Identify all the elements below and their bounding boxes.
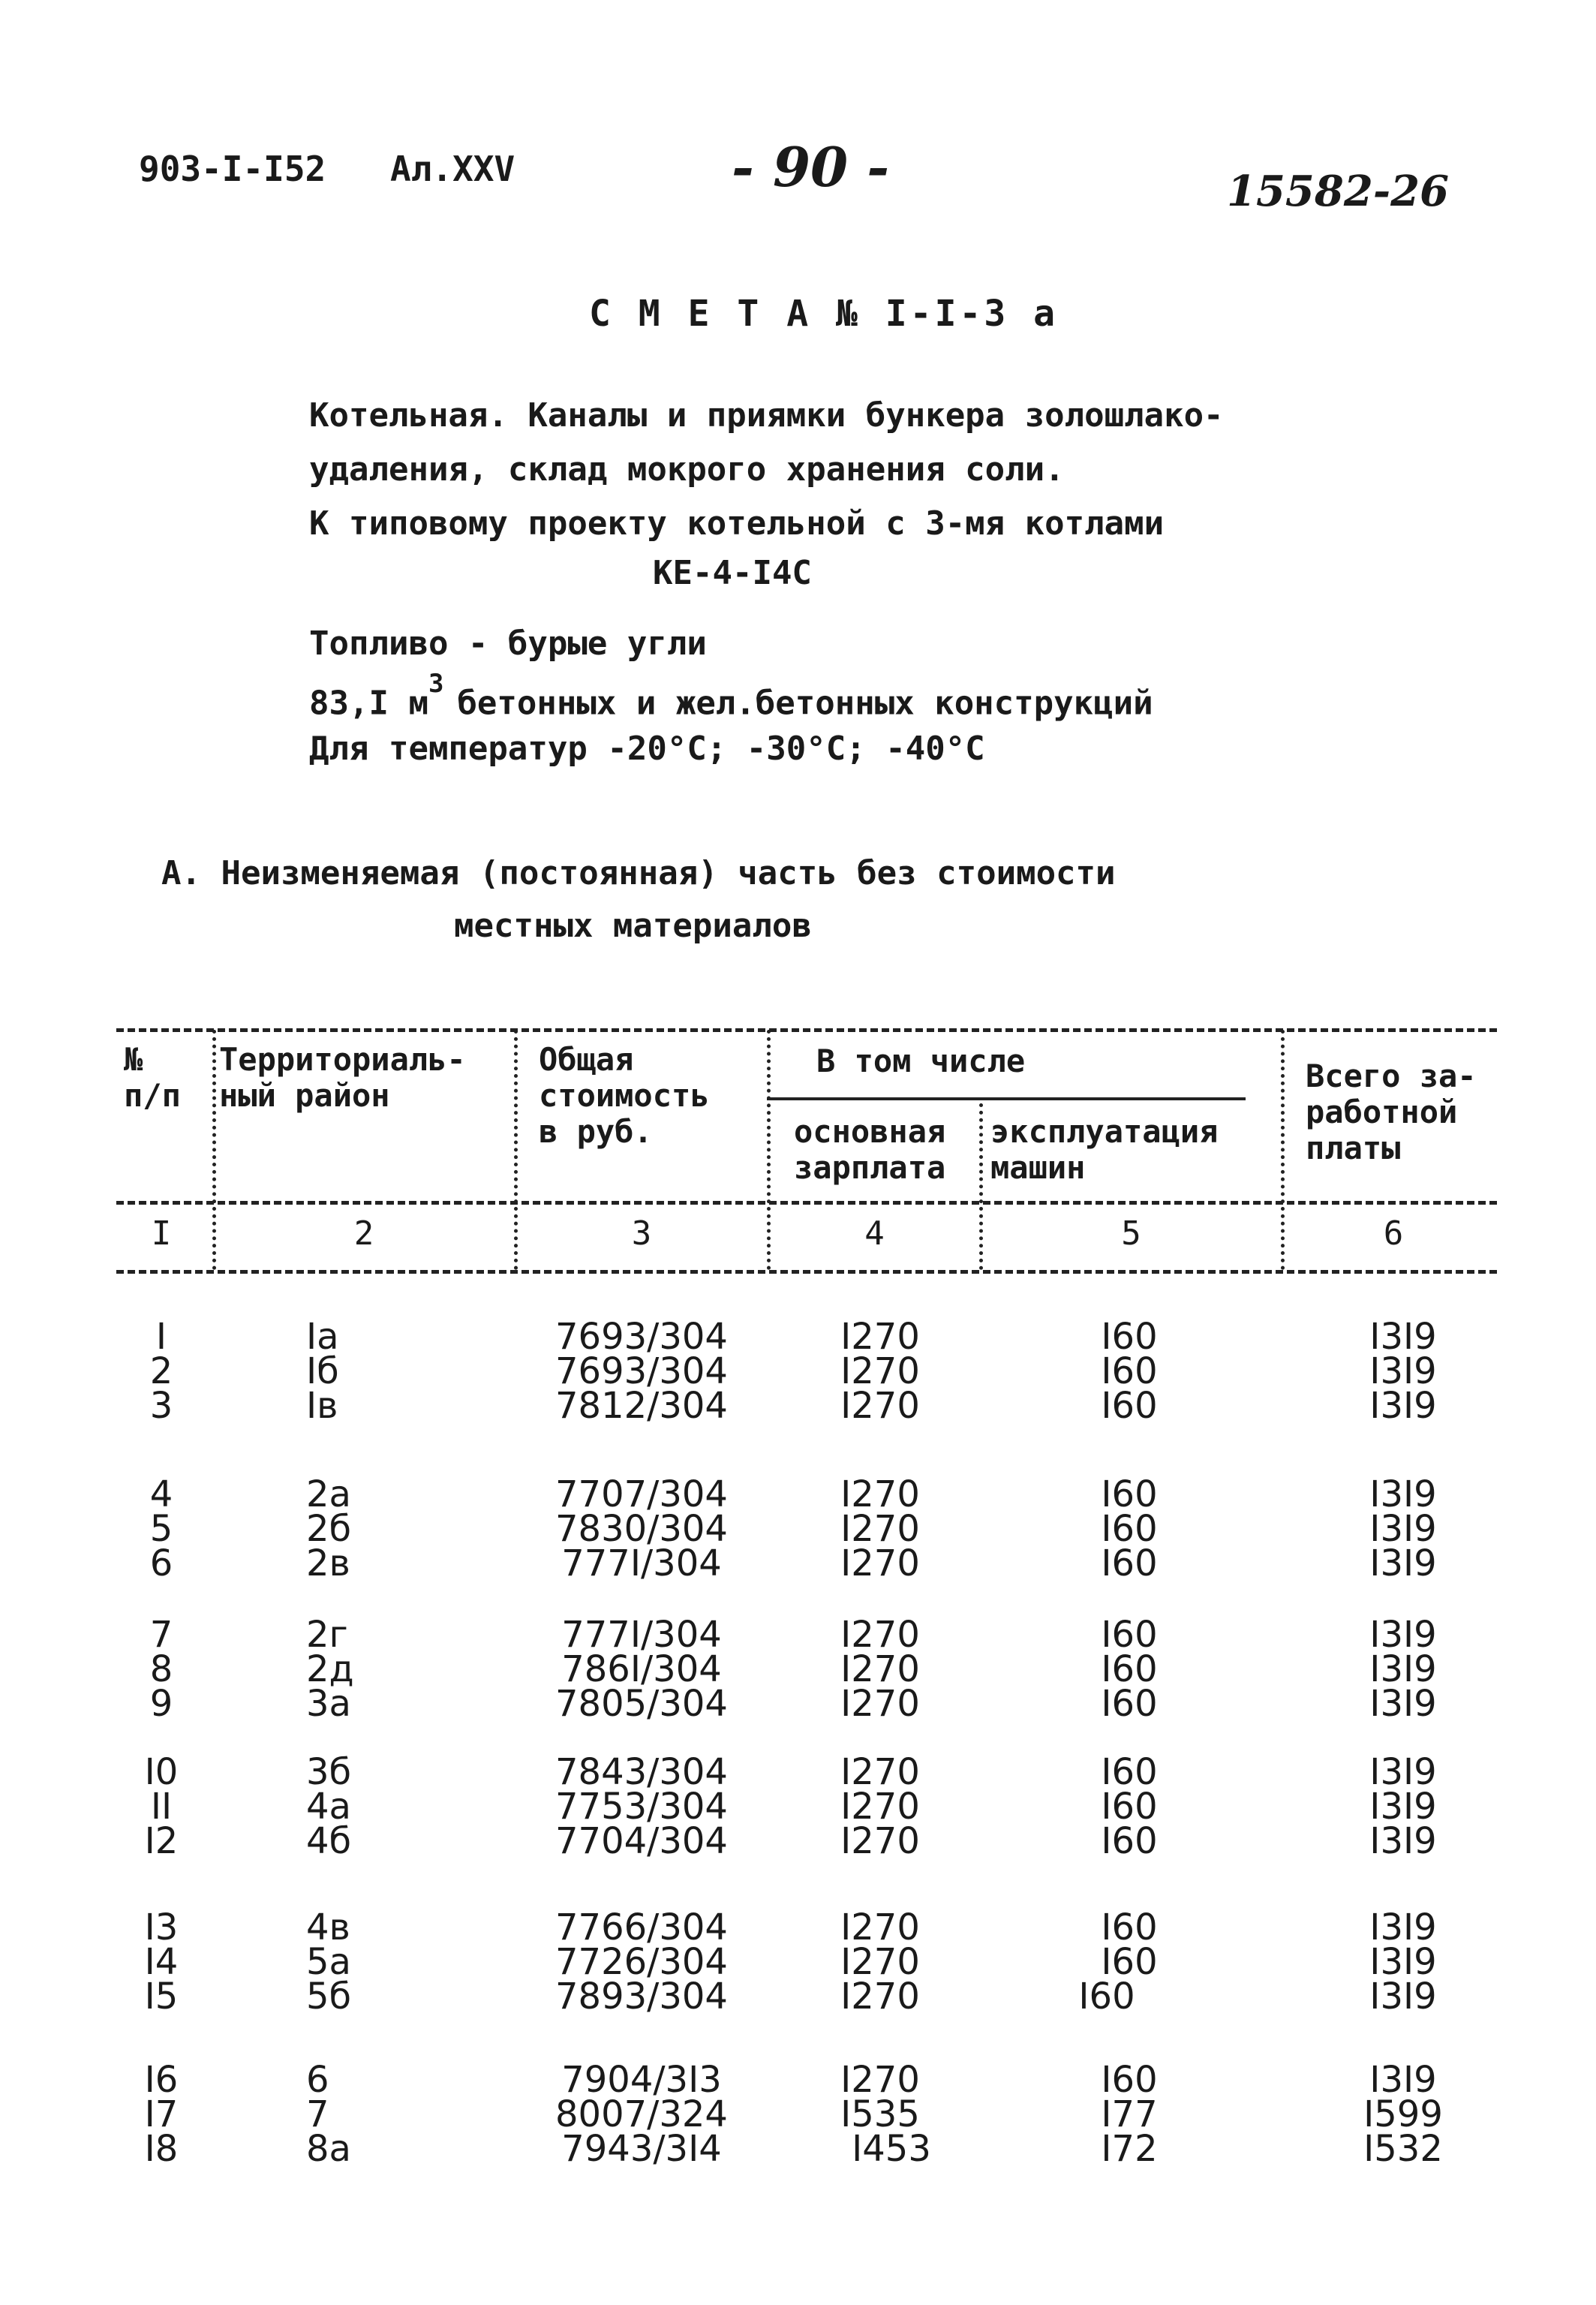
wages-values: I3I9 I3I9 I3I9 (1369, 1906, 1437, 2018)
wages-values: I3I9 I3I9 I3I9 (1369, 1751, 1437, 1862)
base-salary-values: I270 I270 I270 (840, 1906, 920, 2018)
col-sep-1 (212, 1030, 216, 1270)
row-numbers: 7 8 9 (149, 1614, 173, 1725)
total-costs: 7904/3I3 8007/324 7943/3I4 (555, 2059, 728, 2170)
machine-values: I60 I60 I60 (1078, 1906, 1158, 2018)
concrete-volume (309, 669, 1153, 723)
region-codes: 4в 5а 5б (306, 1906, 352, 2018)
volume-superscript: 3 (428, 669, 444, 699)
header-region: Территориаль- ный район (219, 1041, 466, 1114)
description-line-1: Котельная. Каналы и приямки бункера золошлако- (309, 396, 1224, 435)
col-sep-3 (767, 1030, 771, 1270)
region-codes: 2а 2б 2в (306, 1473, 352, 1584)
row-numbers: I 2 3 (149, 1316, 173, 1427)
volume-value: 83,I м (309, 684, 428, 723)
row-numbers: 4 5 6 (149, 1473, 173, 1584)
temperatures: Для температур -20°С; -30°С; -40°С (309, 730, 985, 768)
header-machine-operation: эксплуатация машин (990, 1113, 1219, 1186)
base-salary-values: I270 I270 I270 (840, 1614, 920, 1725)
colnum-2: 2 (353, 1214, 374, 1253)
boiler-model: КЕ-4-I4С (653, 554, 812, 592)
header-including: В том числе (816, 1043, 1026, 1079)
colnum-6: 6 (1383, 1214, 1404, 1253)
album-number: Ал.XXV (390, 149, 515, 189)
row-numbers: I6 I7 I8 (144, 2059, 179, 2170)
colnum-5: 5 (1121, 1214, 1141, 1253)
region-codes: 3б 4а 4б (306, 1751, 352, 1862)
header-num: № п/п (124, 1041, 181, 1114)
header-total-cost: Общая стоимость в руб. (539, 1041, 710, 1150)
header-total-wages: Всего за- работной платы (1306, 1058, 1477, 1166)
total-costs: 7707/304 7830/304 777I/304 (555, 1473, 728, 1584)
description-line-2: удаления, склад мокрого хранения соли. (309, 450, 1065, 489)
fuel-type: Топливо - бурые угли (309, 624, 707, 663)
section-subheading: местных материалов (454, 907, 812, 945)
base-salary-values: I270 I270 I270 (840, 1473, 920, 1584)
base-salary-values: I270 I270 I270 (840, 1316, 920, 1427)
wages-values: I3I9 I3I9 I3I9 (1369, 1473, 1437, 1584)
description-line-3: К типовому проекту котельной с 3-мя котлами (309, 504, 1165, 543)
table-colnum-rule (116, 1270, 1497, 1274)
colnum-4: 4 (864, 1214, 885, 1253)
region-codes: 6 7 8а (306, 2059, 351, 2170)
wages-values: I3I9 I3I9 I3I9 (1369, 1316, 1437, 1427)
machine-values: I60 I77 I72 (1101, 2059, 1158, 2170)
row-numbers: I3 I4 I5 (144, 1906, 179, 2018)
total-costs: 7693/304 7693/304 7812/304 (555, 1316, 728, 1427)
header-base-salary: основная зарплата (794, 1113, 946, 1186)
machine-values: I60 I60 I60 (1101, 1316, 1158, 1427)
archive-number: 15582-26 (1227, 167, 1449, 216)
region-codes: 2г 2д 3а (306, 1614, 354, 1725)
total-costs: 7766/304 7726/304 7893/304 (555, 1906, 728, 2018)
colnum-1: I (151, 1214, 172, 1253)
estimate-title: С М Е Т А № I-I-3 а (589, 293, 1059, 335)
total-costs: 777I/304 786I/304 7805/304 (555, 1614, 728, 1725)
machine-values: I60 I60 I60 (1101, 1751, 1158, 1862)
wages-values: I3I9 I599 I532 (1363, 2059, 1443, 2170)
volume-text: бетонных и жел.бетонных конструкций (457, 684, 1153, 723)
section-heading: А. Неизменяемая (постоянная) часть без стоимости (161, 854, 1116, 892)
table-top-rule (116, 1028, 1497, 1032)
machine-values: I60 I60 I60 (1101, 1614, 1158, 1725)
table-header-rule (116, 1201, 1497, 1205)
row-numbers: I0 II I2 (144, 1751, 179, 1862)
base-salary-values: I270 I535 I453 (840, 2059, 931, 2170)
including-underline (767, 1097, 1246, 1100)
doc-code: 903-I-I52 (139, 149, 326, 189)
page-number: - 90 - (732, 135, 890, 199)
colnum-3: 3 (631, 1214, 652, 1253)
machine-values: I60 I60 I60 (1101, 1473, 1158, 1584)
region-codes: Iа Iб Iв (306, 1316, 339, 1427)
total-costs: 7843/304 7753/304 7704/304 (555, 1751, 728, 1862)
base-salary-values: I270 I270 I270 (840, 1751, 920, 1862)
wages-values: I3I9 I3I9 I3I9 (1369, 1614, 1437, 1725)
